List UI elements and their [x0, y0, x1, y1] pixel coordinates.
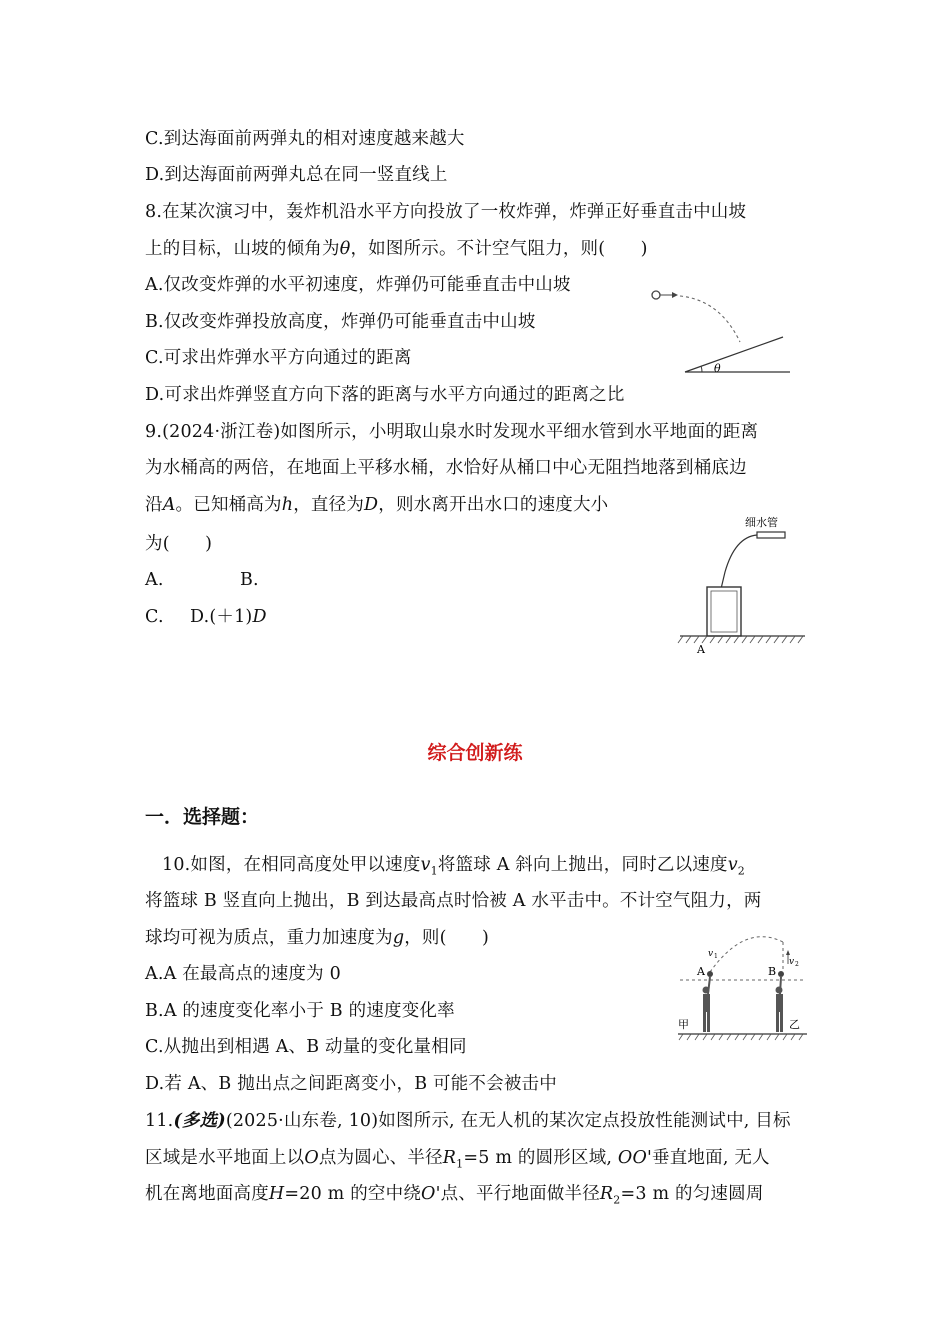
q7-option-c: C.到达海面前两弹丸的相对速度越来越大 — [145, 129, 465, 149]
q10-basketball-figure — [675, 928, 810, 1048]
multi-choice-tag: (多选) — [173, 1111, 226, 1131]
q9-point-a-label: A — [697, 643, 705, 656]
q10-figure-b: B — [768, 965, 777, 978]
q8-option-a: A.仅改变炸弹的水平初速度，炸弹仍可能垂直击中山坡 — [145, 275, 571, 295]
svg-text:v: v — [789, 957, 795, 967]
svg-text:2: 2 — [795, 961, 799, 968]
q8-option-b: B.仅改变炸弹投放高度，炸弹仍可能垂直击中山坡 — [145, 312, 536, 332]
section-heading: 一．选择题： — [145, 806, 260, 828]
q10-stem-line3: 球均可视为质点，重力加速度为g，则( ) — [145, 928, 490, 948]
q8-stem-line1: 8.在某次演习中，轰炸机沿水平方向投放了一枚炸弹，炸弹正好垂直击中山坡 — [145, 202, 747, 222]
section-title: 综合创新练 — [427, 742, 523, 764]
svg-text:v: v — [708, 949, 714, 959]
q8-option-c: C.可求出炸弹水平方向通过的距离 — [145, 348, 412, 368]
svg-text:1: 1 — [714, 953, 718, 960]
q9-option-d: D.(＋1)D — [190, 607, 267, 627]
q8-option-d: D.可求出炸弹竖直方向下落的距离与水平方向通过的距离之比 — [145, 385, 625, 405]
q11-stem-line1: 11.(多选)(2025·山东卷, 10)如图所示, 在无人机的某次定点投放性能测试中, 目标 — [145, 1111, 791, 1131]
q9-stem-line3: 沿A。已知桶高为h，直径为D，则水离开出水口的速度大小 — [145, 495, 609, 515]
q9-pipe-label: 细水管 — [745, 516, 778, 529]
q10-figure-yi: 乙 — [789, 1018, 800, 1031]
q10-stem-line2: 将篮球 B 竖直向上抛出，B 到达最高点时恰被 A 水平击中。不计空气阻力，两 — [145, 891, 762, 911]
q10-figure-a: A — [697, 965, 705, 978]
q10-option-b: B.A 的速度变化率小于 B 的速度变化率 — [145, 1001, 455, 1021]
q9-option-a: A. — [145, 570, 164, 590]
q10-option-a: A.A 在最高点的速度为 0 — [145, 964, 341, 984]
q9-option-b: B. — [240, 570, 259, 590]
q7-option-d: D.到达海面前两弹丸总在同一竖直线上 — [145, 165, 448, 185]
theta-symbol: θ — [339, 239, 351, 259]
q8-figure-theta: θ — [714, 362, 721, 375]
q9-option-c: C. — [145, 607, 164, 627]
q11-stem-line2: 区域是水平地面上以O点为圆心、半径$R_1=5$ m 的圆形区域, OO'垂直地面, 无人 — [145, 1148, 770, 1171]
q8-stem-line2: 上的目标，山坡的倾角为θ，如图所示。不计空气阻力，则( ) — [145, 239, 648, 259]
q9-stem-line4: 为( ) — [145, 534, 213, 554]
q10-option-d: D.若 A、B 抛出点之间距离变小，B 可能不会被击中 — [145, 1074, 557, 1094]
q10-stem-line1: 10.如图，在相同高度处甲以速度$v_1$将篮球 A 斜向上抛出，同时乙以速度$v_2$ — [162, 855, 745, 878]
q9-stem-line2: 为水桶高的两倍，在地面上平移水桶，水恰好从桶口中心无阻挡地落到桶底边 — [145, 458, 747, 478]
q9-stem-line1: 9.(2024·浙江卷)如图所示，小明取山泉水时发现水平细水管到水平地面的距离 — [145, 422, 759, 442]
q11-stem-line3: 机在离地面高度H=20 m 的空中绕O'点、平行地面做半径$R_2=3$ m 的匀速圆周 — [145, 1184, 764, 1207]
q9-bucket-figure — [675, 512, 815, 657]
q10-figure-jia: 甲 — [678, 1018, 689, 1031]
q8-slope-figure — [640, 282, 800, 382]
q10-option-c: C.从抛出到相遇 A、B 动量的变化量相同 — [145, 1037, 467, 1057]
